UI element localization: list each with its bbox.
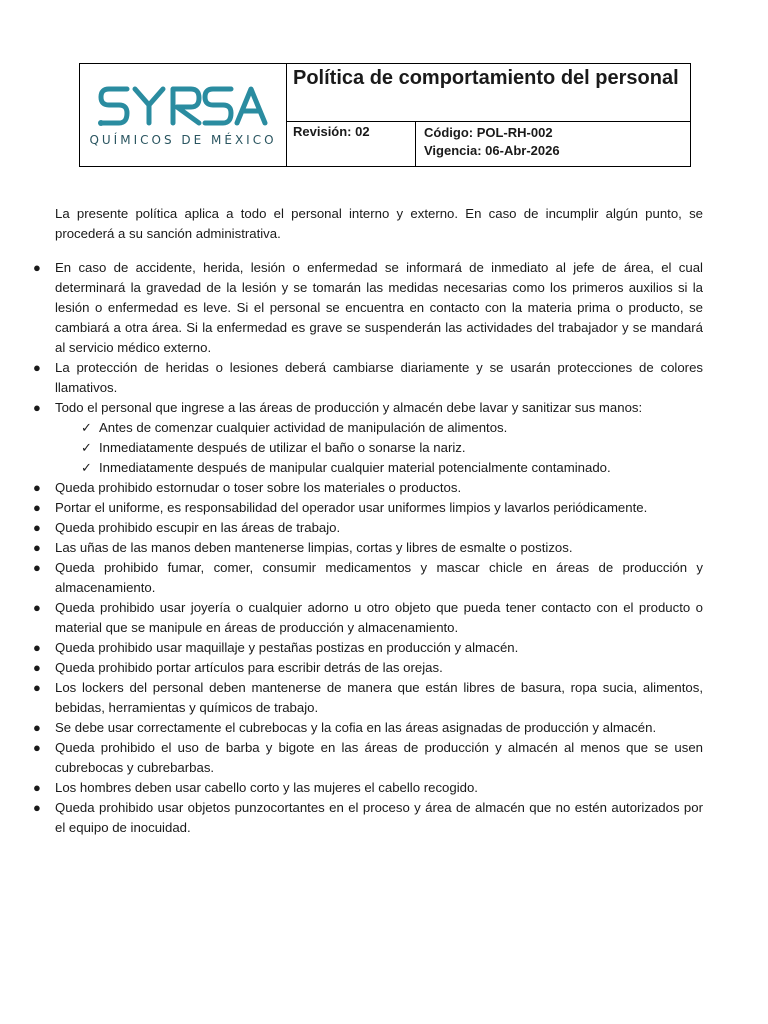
- bullet-icon: ●: [33, 640, 41, 655]
- bullet-icon: ●: [33, 740, 41, 755]
- bullet-icon: ●: [33, 780, 41, 795]
- list-item: ● Portar el uniforme, es responsabilidad del operador usar uniformes limpios y lavarlos periódicamente.: [55, 498, 703, 518]
- bullet-icon: ●: [33, 720, 41, 735]
- bullet-icon: ●: [33, 600, 41, 615]
- checklist-item: ✓ Antes de comenzar cualquier actividad de manipulación de alimentos.: [81, 418, 703, 438]
- policy-body: [33, 204, 703, 838]
- list-item: ● Queda prohibido el uso de barba y bigote en las áreas de producción y almacén al menos que se usen cubrebocas y cubrebarbas.: [33, 740, 703, 775]
- list-item: ● La protección de heridas o lesiones deberá cambiarse diariamente y se usarán protecciones de colores llamativos.: [33, 360, 703, 395]
- list-item: ● Queda prohibido estornudar o toser sobre los materiales o productos.: [55, 478, 703, 498]
- checklist-item: ✓ Inmediatamente después de manipular cualquier material potencialmente contaminado.: [81, 458, 703, 478]
- document-header: [79, 63, 691, 167]
- logo-subtitle: QUÍMICOS DE MÉXICO: [89, 133, 277, 147]
- list-item: ● Las uñas de las manos deben mantenerse limpias, cortas y libres de esmalte o postizos.: [55, 538, 703, 558]
- list-item: ● Queda prohibido usar joyería o cualquier adorno u otro objeto que pueda tener contacto con el producto o material que se manipule en áreas de producción y almacenamiento.: [33, 600, 703, 635]
- document-code: Código: POL-RH-002: [424, 125, 553, 140]
- list-item: ● Todo el personal que ingrese a las áreas de producción y almacén debe lavar y sanitizar sus manos: ✓ Antes de comenzar cualquier actividad de manipulación de alimentos. ✓ Inmediatamente después de utilizar el baño o sonarse la nariz. ✓ Inmediatamente después de manipular cualquier material potencialmente contaminado.: [55, 398, 703, 478]
- list-item: ● Queda prohibido escupir en las áreas de trabajo.: [55, 518, 703, 538]
- checkmark-icon: ✓: [81, 420, 92, 435]
- bullet-icon: ●: [33, 400, 41, 415]
- list-item: ● En caso de accidente, herida, lesión o enfermedad se informará de inmediato al jefe de área, el cual determinará la gravedad de la lesión y se tomarán las medidas necesarias como los primeros auxilios si la lesión o enfermedad es leve. Si el personal se encuentra en contacto con la materia prima o producto, se cambiará a otra área. Si la enfermedad es grave se suspenderán las actividades del trabajador y se mandará al servicio médico externo.: [33, 260, 703, 355]
- bullet-icon: ●: [33, 800, 41, 815]
- list-item: ● Los lockers del personal deben mantenerse de manera que están libres de basura, ropa sucia, alimentos, bebidas, herramientas y químicos de trabajo.: [33, 680, 703, 715]
- bullet-icon: ●: [33, 500, 41, 515]
- logo-wordmark: [97, 83, 269, 129]
- validity-date: Vigencia: 06-Abr-2026: [424, 143, 560, 158]
- bullet-icon: ●: [33, 680, 41, 695]
- document-title: Política de comportamiento del personal: [287, 64, 690, 122]
- handwash-checklist: [55, 418, 703, 478]
- list-item: ● Se debe usar correctamente el cubrebocas y la cofia en las áreas asignadas de producción y almacén.: [55, 718, 703, 738]
- bullet-icon: ●: [33, 560, 41, 575]
- bullet-icon: ●: [33, 260, 41, 275]
- bullet-icon: ●: [33, 360, 41, 375]
- list-item: ● Queda prohibido usar objetos punzocortantes en el proceso y área de almacén que no estén autorizados por el equipo de inocuidad.: [33, 800, 703, 835]
- bullet-icon: ●: [33, 520, 41, 535]
- list-item: ● Los hombres deben usar cabello corto y las mujeres el cabello recogido.: [55, 778, 703, 798]
- policy-list: [33, 258, 703, 838]
- logo-wordmark-graphic: [97, 83, 269, 129]
- checkmark-icon: ✓: [81, 460, 92, 475]
- checklist-item: ✓ Inmediatamente después de utilizar el baño o sonarse la nariz.: [81, 438, 703, 458]
- code-and-validity: [416, 122, 690, 166]
- list-item: ● Queda prohibido usar maquillaje y pestañas postizas en producción y almacén.: [55, 638, 703, 658]
- intro-paragraph: La presente política aplica a todo el personal interno y externo. En caso de incumplir algún punto, se procederá a su sanción administrativa.: [55, 206, 703, 241]
- bullet-icon: ●: [33, 540, 41, 555]
- bullet-icon: ●: [33, 480, 41, 495]
- company-logo: [80, 64, 287, 166]
- list-item: ● Queda prohibido portar artículos para escribir detrás de las orejas.: [55, 658, 703, 678]
- bullet-icon: ●: [33, 660, 41, 675]
- revision-label: Revisión: 02: [287, 122, 416, 166]
- list-item: ● Queda prohibido fumar, comer, consumir medicamentos y mascar chicle en áreas de producción y almacenamiento.: [33, 560, 703, 595]
- checkmark-icon: ✓: [81, 440, 92, 455]
